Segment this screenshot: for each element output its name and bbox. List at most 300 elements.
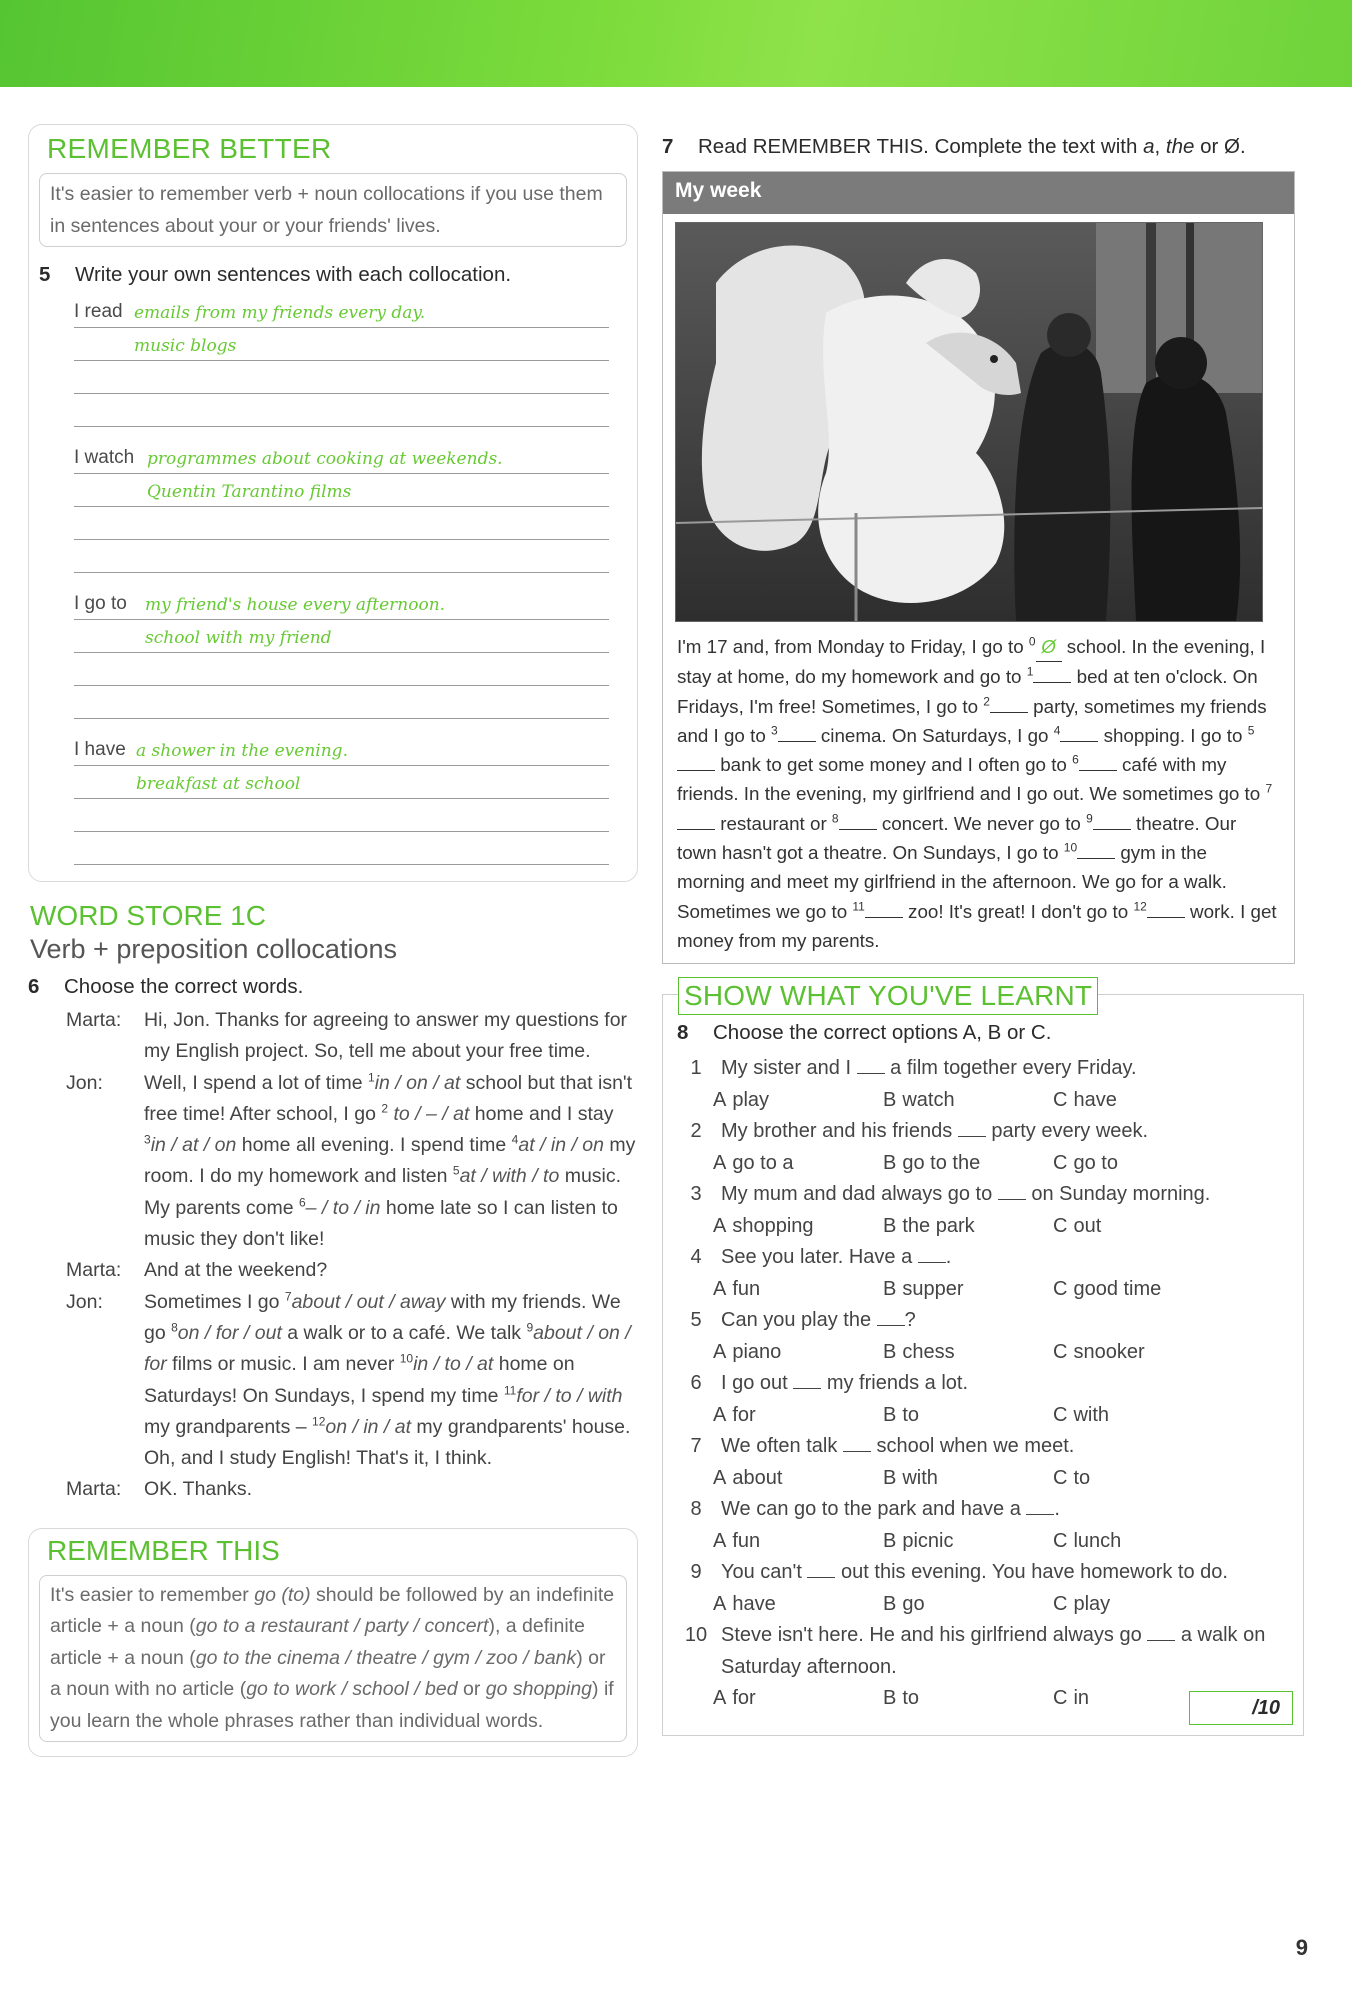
option-letter: C xyxy=(1053,1466,1068,1489)
speech-part: home and I stay xyxy=(469,1102,614,1125)
text-part: go (to) xyxy=(254,1583,311,1606)
speech-part: my room. I do my homework and listen xyxy=(144,1134,636,1188)
question-item xyxy=(663,1305,1303,1368)
handwritten-answer: programmes about cooking at weekends. xyxy=(147,449,503,469)
write-line[interactable] xyxy=(74,328,609,361)
option-b[interactable] xyxy=(883,1148,1053,1180)
answer-blank[interactable] xyxy=(877,1311,905,1326)
option-letter: C xyxy=(1053,1403,1068,1426)
show-what-title: SHOW WHAT YOU'VE LEARNT xyxy=(678,977,1098,1015)
gap-number: 6 xyxy=(298,1195,306,1210)
gap-number: 11 xyxy=(852,899,865,914)
question-row xyxy=(663,1557,1303,1589)
example-answer: Ø xyxy=(1036,632,1062,662)
option-b[interactable] xyxy=(883,1463,1053,1495)
answer-blank[interactable] xyxy=(1026,1500,1054,1515)
option-c[interactable] xyxy=(1053,1211,1223,1243)
write-line[interactable] xyxy=(74,733,609,766)
option-letter: A xyxy=(713,1088,727,1111)
remember-better-tip: It's easier to remember verb + noun collocations if you use them in sentences about your or your friends' lives. xyxy=(39,173,627,247)
question-part: We can go to the park and have a xyxy=(721,1498,1027,1521)
speaker-marta: Marta: xyxy=(66,1259,122,1282)
gap-number: 1 xyxy=(1026,665,1034,680)
question-part: my friends a lot. xyxy=(821,1372,968,1395)
instruction-part: . xyxy=(1239,135,1246,158)
gap-number: 2 xyxy=(983,694,990,709)
exercise-5-group-go-to xyxy=(74,587,609,719)
gap-number: 10 xyxy=(1063,840,1078,855)
option-letter: C xyxy=(1053,1277,1068,1300)
option-text: to xyxy=(1073,1466,1091,1489)
question-row xyxy=(663,1431,1303,1463)
gap-number: 9 xyxy=(1086,811,1093,826)
option-a[interactable] xyxy=(713,1683,883,1715)
exercise-7-number: 7 xyxy=(662,135,674,158)
option-text: with xyxy=(1073,1403,1110,1426)
option-letter: B xyxy=(883,1687,897,1710)
handwritten-answer: a shower in the evening. xyxy=(136,741,348,761)
choice-2[interactable]: to / – / at xyxy=(388,1102,470,1125)
question-text xyxy=(721,1431,1303,1463)
question-part: . xyxy=(1054,1498,1060,1521)
gap-7[interactable] xyxy=(677,815,715,830)
exercise-5-title xyxy=(39,263,627,287)
gap-number: 9 xyxy=(526,1320,534,1335)
option-text: play xyxy=(732,1088,770,1111)
question-text xyxy=(721,1179,1303,1211)
dialogue-line xyxy=(66,1474,638,1505)
option-text: go to a xyxy=(732,1151,794,1174)
gap-number: 4 xyxy=(511,1132,519,1147)
answer-blank[interactable] xyxy=(998,1185,1026,1200)
option-c[interactable] xyxy=(1053,1526,1223,1558)
write-line[interactable] xyxy=(74,587,609,620)
choice-3[interactable]: in / at / on xyxy=(150,1134,237,1157)
text-part: school. In the evening, I stay at home, do my homework and go to xyxy=(677,636,1266,688)
question-part: party every week. xyxy=(985,1120,1149,1143)
option-row xyxy=(713,1526,1303,1558)
question-part: You can't xyxy=(721,1561,808,1584)
write-line[interactable] xyxy=(74,361,609,394)
gap-number: 7 xyxy=(1265,782,1273,797)
choice-9[interactable]: about / on / for xyxy=(144,1321,631,1376)
question-text xyxy=(721,1557,1303,1589)
text-part: go to the cinema / theatre / gym / zoo / bank xyxy=(195,1646,577,1669)
gap-6[interactable] xyxy=(1079,756,1117,771)
question-number: 5 xyxy=(690,1309,702,1332)
text-part: café with my friends. In the evening, my girlfriend and I go out. We sometimes go to xyxy=(677,754,1266,805)
speech-part: my grandparents' house. Oh, and I study English! That's it, I think. xyxy=(144,1415,631,1470)
option-b[interactable] xyxy=(883,1337,1053,1369)
option-letter: A xyxy=(713,1277,727,1300)
answer-blank[interactable] xyxy=(807,1563,835,1578)
text-part: zoo! It's great! I don't go to xyxy=(902,900,1134,922)
choice-6[interactable]: – / to / in xyxy=(305,1196,381,1219)
exercise-5-group-have xyxy=(74,733,609,865)
write-line[interactable] xyxy=(74,620,609,653)
option-letter: A xyxy=(713,1214,727,1237)
speech-text xyxy=(144,1068,638,1256)
exercise-7-title xyxy=(662,132,1302,161)
gap-number: 7 xyxy=(284,1289,292,1304)
exercise-7-instruction xyxy=(698,132,1302,161)
word-store-subtitle: Verb + preposition collocations xyxy=(30,934,397,964)
option-b[interactable] xyxy=(883,1400,1053,1432)
remember-better-title: REMEMBER BETTER xyxy=(47,133,332,164)
instruction-part: Ø xyxy=(1224,135,1240,158)
question-row xyxy=(663,1053,1303,1085)
question-row xyxy=(663,1305,1303,1337)
question-text xyxy=(721,1494,1303,1526)
question-item xyxy=(663,1179,1303,1242)
option-b[interactable] xyxy=(883,1526,1053,1558)
handwritten-answer: breakfast at school xyxy=(136,774,301,794)
question-text xyxy=(721,1620,1303,1683)
question-part: My brother and his friends xyxy=(721,1120,958,1143)
speech-part: with my friends. We go xyxy=(144,1290,621,1344)
question-part: school when we meet. xyxy=(870,1435,1075,1458)
page-number: 9 xyxy=(1295,1935,1308,1960)
choice-10[interactable]: in / to / at xyxy=(413,1353,494,1376)
my-week-title: My week xyxy=(663,172,1294,214)
option-row xyxy=(713,1589,1303,1621)
word-store-title: WORD STORE 1C xyxy=(30,900,266,931)
exercise-5-group-read xyxy=(74,295,609,427)
write-line[interactable] xyxy=(74,766,609,799)
option-text: good time xyxy=(1073,1277,1162,1300)
instruction-part: a xyxy=(1143,135,1155,158)
option-c[interactable] xyxy=(1053,1274,1223,1306)
question-row xyxy=(663,1620,1303,1683)
question-item xyxy=(663,1116,1303,1179)
option-a[interactable] xyxy=(713,1274,883,1306)
question-row xyxy=(663,1368,1303,1400)
gap-12[interactable] xyxy=(1147,903,1185,918)
speech-part: Sometimes I go xyxy=(144,1290,285,1313)
text-part: bank to get some money and I often go to xyxy=(715,754,1073,776)
option-letter: A xyxy=(713,1466,727,1489)
answer-blank[interactable] xyxy=(1147,1626,1175,1641)
score-box: /10 xyxy=(1189,1691,1293,1725)
remember-better-box xyxy=(28,124,638,882)
write-line[interactable] xyxy=(74,832,609,865)
text-part: go to a restaurant / party / concert xyxy=(195,1615,489,1638)
option-text: shopping xyxy=(732,1214,814,1237)
question-text xyxy=(721,1053,1303,1085)
option-text: to xyxy=(902,1687,920,1710)
speech-part: school but that isn't free time! After school, I go xyxy=(144,1071,633,1125)
option-text: for xyxy=(732,1403,756,1426)
show-what-box xyxy=(662,980,1304,1736)
option-text: go to xyxy=(1073,1151,1118,1174)
dialogue-line xyxy=(66,1287,638,1475)
question-number: 4 xyxy=(690,1246,702,1269)
top-banner xyxy=(0,0,1352,87)
text-part: cinema. On Saturdays, I go xyxy=(815,724,1054,746)
gap-number: 4 xyxy=(1053,723,1061,738)
exercise-5-group-watch xyxy=(74,441,609,573)
gap-number: 8 xyxy=(171,1320,178,1335)
my-week-text xyxy=(663,622,1294,963)
write-line[interactable] xyxy=(74,507,609,540)
speech-text: OK. Thanks. xyxy=(144,1478,253,1501)
option-letter: A xyxy=(713,1151,727,1174)
option-letter: C xyxy=(1053,1592,1068,1615)
gap-number: 3 xyxy=(144,1132,151,1147)
option-text: snooker xyxy=(1073,1340,1145,1363)
question-text xyxy=(721,1305,1303,1337)
speech-part: home all evening. I spend time xyxy=(236,1134,512,1157)
option-letter: B xyxy=(883,1529,897,1552)
option-c[interactable] xyxy=(1053,1337,1223,1369)
speech-text: And at the weekend? xyxy=(144,1259,328,1282)
dialogue-line xyxy=(66,1005,638,1068)
answer-blank[interactable] xyxy=(958,1122,986,1137)
question-item xyxy=(663,1368,1303,1431)
option-text: for xyxy=(732,1687,756,1710)
speech-text: Hi, Jon. Thanks for agreeing to answer my questions for my English project. So, tell me about your free time. xyxy=(144,1009,628,1063)
option-letter: C xyxy=(1053,1529,1068,1552)
gap-3[interactable] xyxy=(778,727,816,742)
gap-8[interactable] xyxy=(839,815,877,830)
speech-text xyxy=(144,1287,638,1475)
option-a[interactable] xyxy=(713,1337,883,1369)
option-text: have xyxy=(732,1592,776,1615)
question-part: a walk on Saturday afternoon. xyxy=(721,1624,1266,1678)
option-a[interactable] xyxy=(713,1463,883,1495)
instruction-part: , xyxy=(1154,135,1166,158)
question-number: 8 xyxy=(690,1498,702,1521)
question-part: See you later. Have a xyxy=(721,1246,918,1269)
text-part: shopping. I go to xyxy=(1098,724,1248,746)
question-row xyxy=(663,1494,1303,1526)
write-line[interactable] xyxy=(74,441,609,474)
question-part: My sister and I xyxy=(721,1057,857,1080)
option-text: with xyxy=(902,1466,938,1489)
question-part: . xyxy=(945,1246,952,1269)
handwritten-answer: my friend's house every afternoon. xyxy=(145,595,446,615)
text-part: gym in the morning and meet my girlfriend in the afternoon. We go for a walk. Sometimes we go to xyxy=(677,842,1227,922)
option-letter: B xyxy=(883,1088,897,1111)
question-item xyxy=(663,1431,1303,1494)
dialogue xyxy=(66,1005,638,1506)
text-part: restaurant or xyxy=(715,812,832,834)
handwritten-answer: music blogs xyxy=(134,336,237,356)
question-item xyxy=(663,1557,1303,1620)
option-letter: C xyxy=(1053,1687,1068,1710)
text-part: should be followed by an indefinite article + a noun ( xyxy=(50,1583,615,1638)
text-part: or xyxy=(457,1678,486,1701)
option-c[interactable] xyxy=(1053,1589,1223,1621)
option-letter: A xyxy=(713,1529,727,1552)
speaker-marta: Marta: xyxy=(66,1009,122,1031)
question-part: Can you play the xyxy=(721,1309,877,1332)
option-row xyxy=(713,1085,1303,1117)
option-letter: B xyxy=(883,1277,897,1300)
option-row xyxy=(713,1400,1303,1432)
question-number: 9 xyxy=(690,1561,702,1584)
speaker-jon: Jon: xyxy=(66,1290,103,1313)
speech-part: films or music. I am never xyxy=(166,1353,400,1376)
write-line[interactable] xyxy=(74,474,609,507)
question-text xyxy=(721,1242,1303,1274)
option-a[interactable] xyxy=(713,1400,883,1432)
gap-9[interactable] xyxy=(1093,815,1131,830)
gap-4[interactable] xyxy=(1060,727,1098,742)
option-b[interactable] xyxy=(883,1683,1053,1715)
question-part: ? xyxy=(904,1309,916,1332)
option-b[interactable] xyxy=(883,1085,1053,1117)
exercise-8-number: 8 xyxy=(677,1021,689,1045)
choice-12[interactable]: on / in / at xyxy=(325,1415,412,1438)
exercise-6-instruction: Choose the correct words. xyxy=(64,975,304,998)
option-text: the park xyxy=(902,1214,975,1237)
option-text: fun xyxy=(732,1529,761,1552)
question-row xyxy=(663,1179,1303,1211)
handwritten-answer: Quentin Tarantino films xyxy=(147,482,352,502)
gap-11[interactable] xyxy=(865,903,903,918)
option-text: fun xyxy=(732,1277,761,1300)
option-letter: A xyxy=(713,1592,727,1615)
option-text: out xyxy=(1073,1214,1102,1237)
question-list xyxy=(663,1053,1303,1715)
option-letter: A xyxy=(713,1403,727,1426)
gap-1[interactable] xyxy=(1033,668,1071,683)
option-a[interactable] xyxy=(713,1526,883,1558)
gap-number: 8 xyxy=(831,811,839,826)
option-text: picnic xyxy=(902,1529,954,1552)
option-letter: B xyxy=(883,1151,897,1174)
right-column xyxy=(662,124,1302,1736)
speaker-jon: Jon: xyxy=(66,1071,103,1094)
gap-number: 5 xyxy=(1247,723,1255,738)
prefix-text: I read xyxy=(74,301,123,322)
option-text: supper xyxy=(902,1277,964,1300)
answer-blank[interactable] xyxy=(857,1059,885,1074)
speech-part: my grandparents – xyxy=(144,1415,313,1438)
gap-number: 1 xyxy=(368,1070,375,1085)
option-letter: A xyxy=(713,1340,727,1363)
text-part: I'm 17 and, from Monday to Friday, I go to xyxy=(677,636,1029,657)
choice-4[interactable]: at / in / on xyxy=(518,1134,604,1157)
exercise-6-number: 6 xyxy=(28,975,40,998)
question-part: Steve isn't here. He and his girlfriend always go xyxy=(721,1624,1148,1647)
gap-number: 10 xyxy=(399,1351,414,1366)
option-letter: B xyxy=(883,1466,897,1489)
exercise-5-instruction: Write your own sentences with each collocation. xyxy=(75,263,512,286)
exercise-8-instruction: Choose the correct options A, B or C. xyxy=(713,1021,1052,1045)
option-c[interactable] xyxy=(1053,1148,1223,1180)
choice-5[interactable]: at / with / to xyxy=(459,1165,560,1188)
question-part: a film together every Friday. xyxy=(884,1057,1137,1080)
choice-1[interactable]: in / on / at xyxy=(374,1071,461,1094)
option-c[interactable] xyxy=(1053,1463,1223,1495)
exercise-5-number: 5 xyxy=(39,263,51,286)
choice-11[interactable]: for / to / with xyxy=(516,1384,623,1407)
option-a[interactable] xyxy=(713,1589,883,1621)
question-number: 10 xyxy=(684,1624,708,1647)
question-item xyxy=(663,1494,1303,1557)
gap-5[interactable] xyxy=(677,756,715,771)
gap-10[interactable] xyxy=(1077,844,1115,859)
option-c[interactable] xyxy=(1053,1085,1223,1117)
option-a[interactable] xyxy=(713,1085,883,1117)
write-line[interactable] xyxy=(74,540,609,573)
camels-photo xyxy=(675,222,1263,622)
option-text: chess xyxy=(902,1340,955,1363)
text-part: It's easier to remember xyxy=(50,1583,255,1606)
question-part: My mum and dad always go to xyxy=(721,1183,998,1206)
text-part: ) or a noun with no article ( xyxy=(50,1646,606,1701)
remember-this-box xyxy=(28,1528,638,1758)
option-text: to xyxy=(902,1403,920,1426)
gap-number: 6 xyxy=(1072,752,1079,767)
write-line[interactable] xyxy=(74,295,609,328)
question-part: I go out xyxy=(721,1372,794,1395)
option-row xyxy=(713,1274,1303,1306)
answer-blank[interactable] xyxy=(793,1374,821,1389)
dialogue-line xyxy=(66,1255,638,1286)
option-letter: A xyxy=(713,1687,727,1710)
prefix-text: I go to xyxy=(74,593,127,614)
option-row xyxy=(713,1211,1303,1243)
gap-2[interactable] xyxy=(990,698,1028,713)
gap-number: 11 xyxy=(503,1383,517,1398)
option-letter: C xyxy=(1053,1340,1068,1363)
write-line[interactable] xyxy=(74,686,609,719)
question-text xyxy=(721,1368,1303,1400)
text-part: bed at ten o'clock. On Fridays, I'm free! Sometimes, I go to xyxy=(677,666,1258,717)
choice-7[interactable]: about / out / away xyxy=(291,1290,446,1313)
prefix-text: I have xyxy=(74,739,126,760)
gap-number: 3 xyxy=(770,723,778,738)
question-number: 3 xyxy=(690,1183,702,1206)
question-text xyxy=(721,1116,1303,1148)
choice-8[interactable]: on / for / out xyxy=(177,1321,282,1344)
option-a[interactable] xyxy=(713,1211,883,1243)
option-text: have xyxy=(1073,1088,1117,1111)
instruction-part: Read REMEMBER THIS. Complete the text with xyxy=(698,135,1144,158)
option-text: piano xyxy=(732,1340,782,1363)
write-line[interactable] xyxy=(74,394,609,427)
option-b[interactable] xyxy=(883,1211,1053,1243)
option-text: watch xyxy=(902,1088,955,1111)
write-line[interactable] xyxy=(74,653,609,686)
option-row xyxy=(713,1148,1303,1180)
option-c[interactable] xyxy=(1053,1400,1223,1432)
write-line[interactable] xyxy=(74,799,609,832)
text-part: theatre. Our town hasn't got a theatre. On Sundays, I go to xyxy=(677,812,1237,864)
instruction-part: the xyxy=(1165,135,1195,158)
option-text: go xyxy=(902,1592,925,1615)
question-part: We often talk xyxy=(721,1435,843,1458)
answer-blank[interactable] xyxy=(918,1248,946,1263)
answer-blank[interactable] xyxy=(843,1437,871,1452)
exercise-8-title xyxy=(677,1021,1051,1045)
remember-this-title: REMEMBER THIS xyxy=(47,1534,280,1566)
camels-photo-icon xyxy=(676,223,1262,621)
option-b[interactable] xyxy=(883,1589,1053,1621)
gap-number: 12 xyxy=(1133,899,1147,914)
speaker-marta: Marta: xyxy=(66,1478,122,1501)
question-row xyxy=(663,1116,1303,1148)
option-letter: C xyxy=(1053,1214,1068,1237)
option-b[interactable] xyxy=(883,1274,1053,1306)
option-a[interactable] xyxy=(713,1148,883,1180)
handwritten-answer: emails from my friends every day. xyxy=(134,303,426,323)
option-row xyxy=(713,1463,1303,1495)
text-part: ), a definite article + a noun ( xyxy=(50,1615,585,1669)
